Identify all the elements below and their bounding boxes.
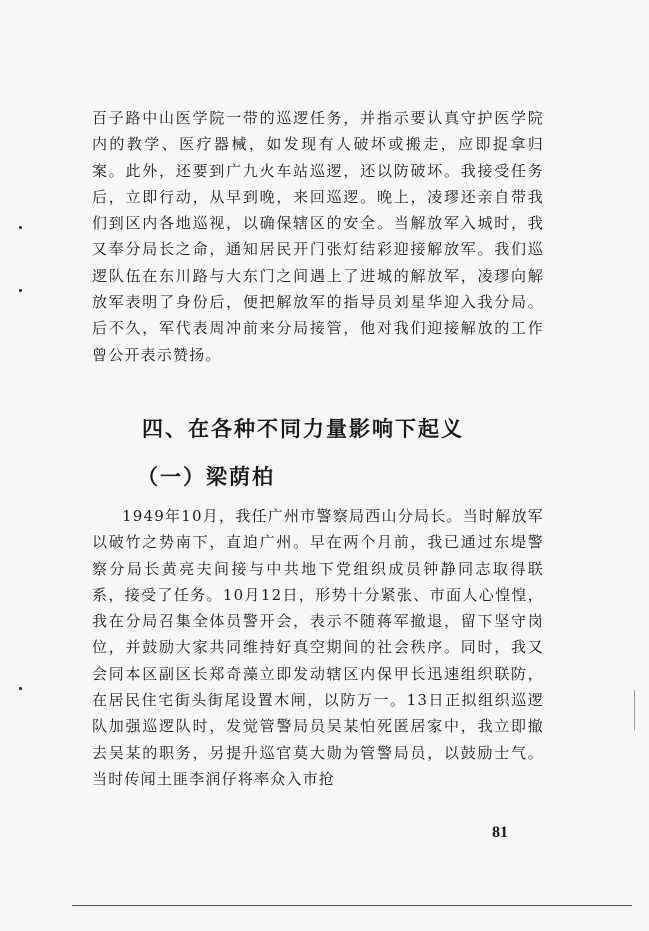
bottom-edge-line: [72, 905, 632, 906]
margin-dot: [19, 226, 22, 229]
subsection-heading: （一）梁荫柏: [137, 464, 275, 489]
body-paragraph: 1949年10月，我任广州市警察局西山分局长。当时解放军以破竹之势南下，直迫广州。早在两个月前，我已通过东堤警察分局长黄亮夫间接与中共地下党组织成员钟静同志取得联系，接受了任务。10月12日，形势十分紧张、市面人心惶惶，我在分局召集全体员警开会，表示不随蒋军撤退，留下坚守岗位，并鼓励大家共同维持好真空期间的社会秩序。同时，我又会同本区副区长郑奇藻立即发动辖区内保甲长迅速组织联防，在居民住宅街头街尾设置木闸，以防万一。13日正拟组织巡逻队加强巡逻队时，发觉管警局员吴某怕死匿居家中，我立即撤去吴某的职务，另提升巡官莫大勋为管警局员，以鼓励士气。当时传闻土匪李润仔将率众入市抢: [92, 507, 544, 788]
section-heading: 四、在各种不同力量影响下起义: [142, 416, 464, 441]
margin-dot: [19, 687, 22, 690]
margin-dot: [19, 289, 22, 292]
scan-artifact: [634, 690, 635, 730]
page-number: 81: [492, 824, 508, 841]
body-paragraph: 百子路中山医学院一带的巡逻任务，并指示要认真守护医学院内的教学、医疗器械，如发现有人破坏或搬走，应即捉拿归案。此外，还要到广九火车站巡逻，还以防破坏。我接受任务后，立即行动，从早到晚，来回巡逻。晚上，凌璆还亲自带我们到区内各地巡视，以确保辖区的安全。当解放军入城时，我又奉分局长之命，通知居民开门张灯结彩迎接解放军。我们巡逻队伍在东川路与大东门之间遇上了进城的解放军，凌璆向解放军表明了身份后，便把解放军的指导员刘星华迎入我分局。后不久，军代表周冲前来分局接管，他对我们迎接解放的工作曾公开表示赞扬。: [92, 109, 544, 364]
